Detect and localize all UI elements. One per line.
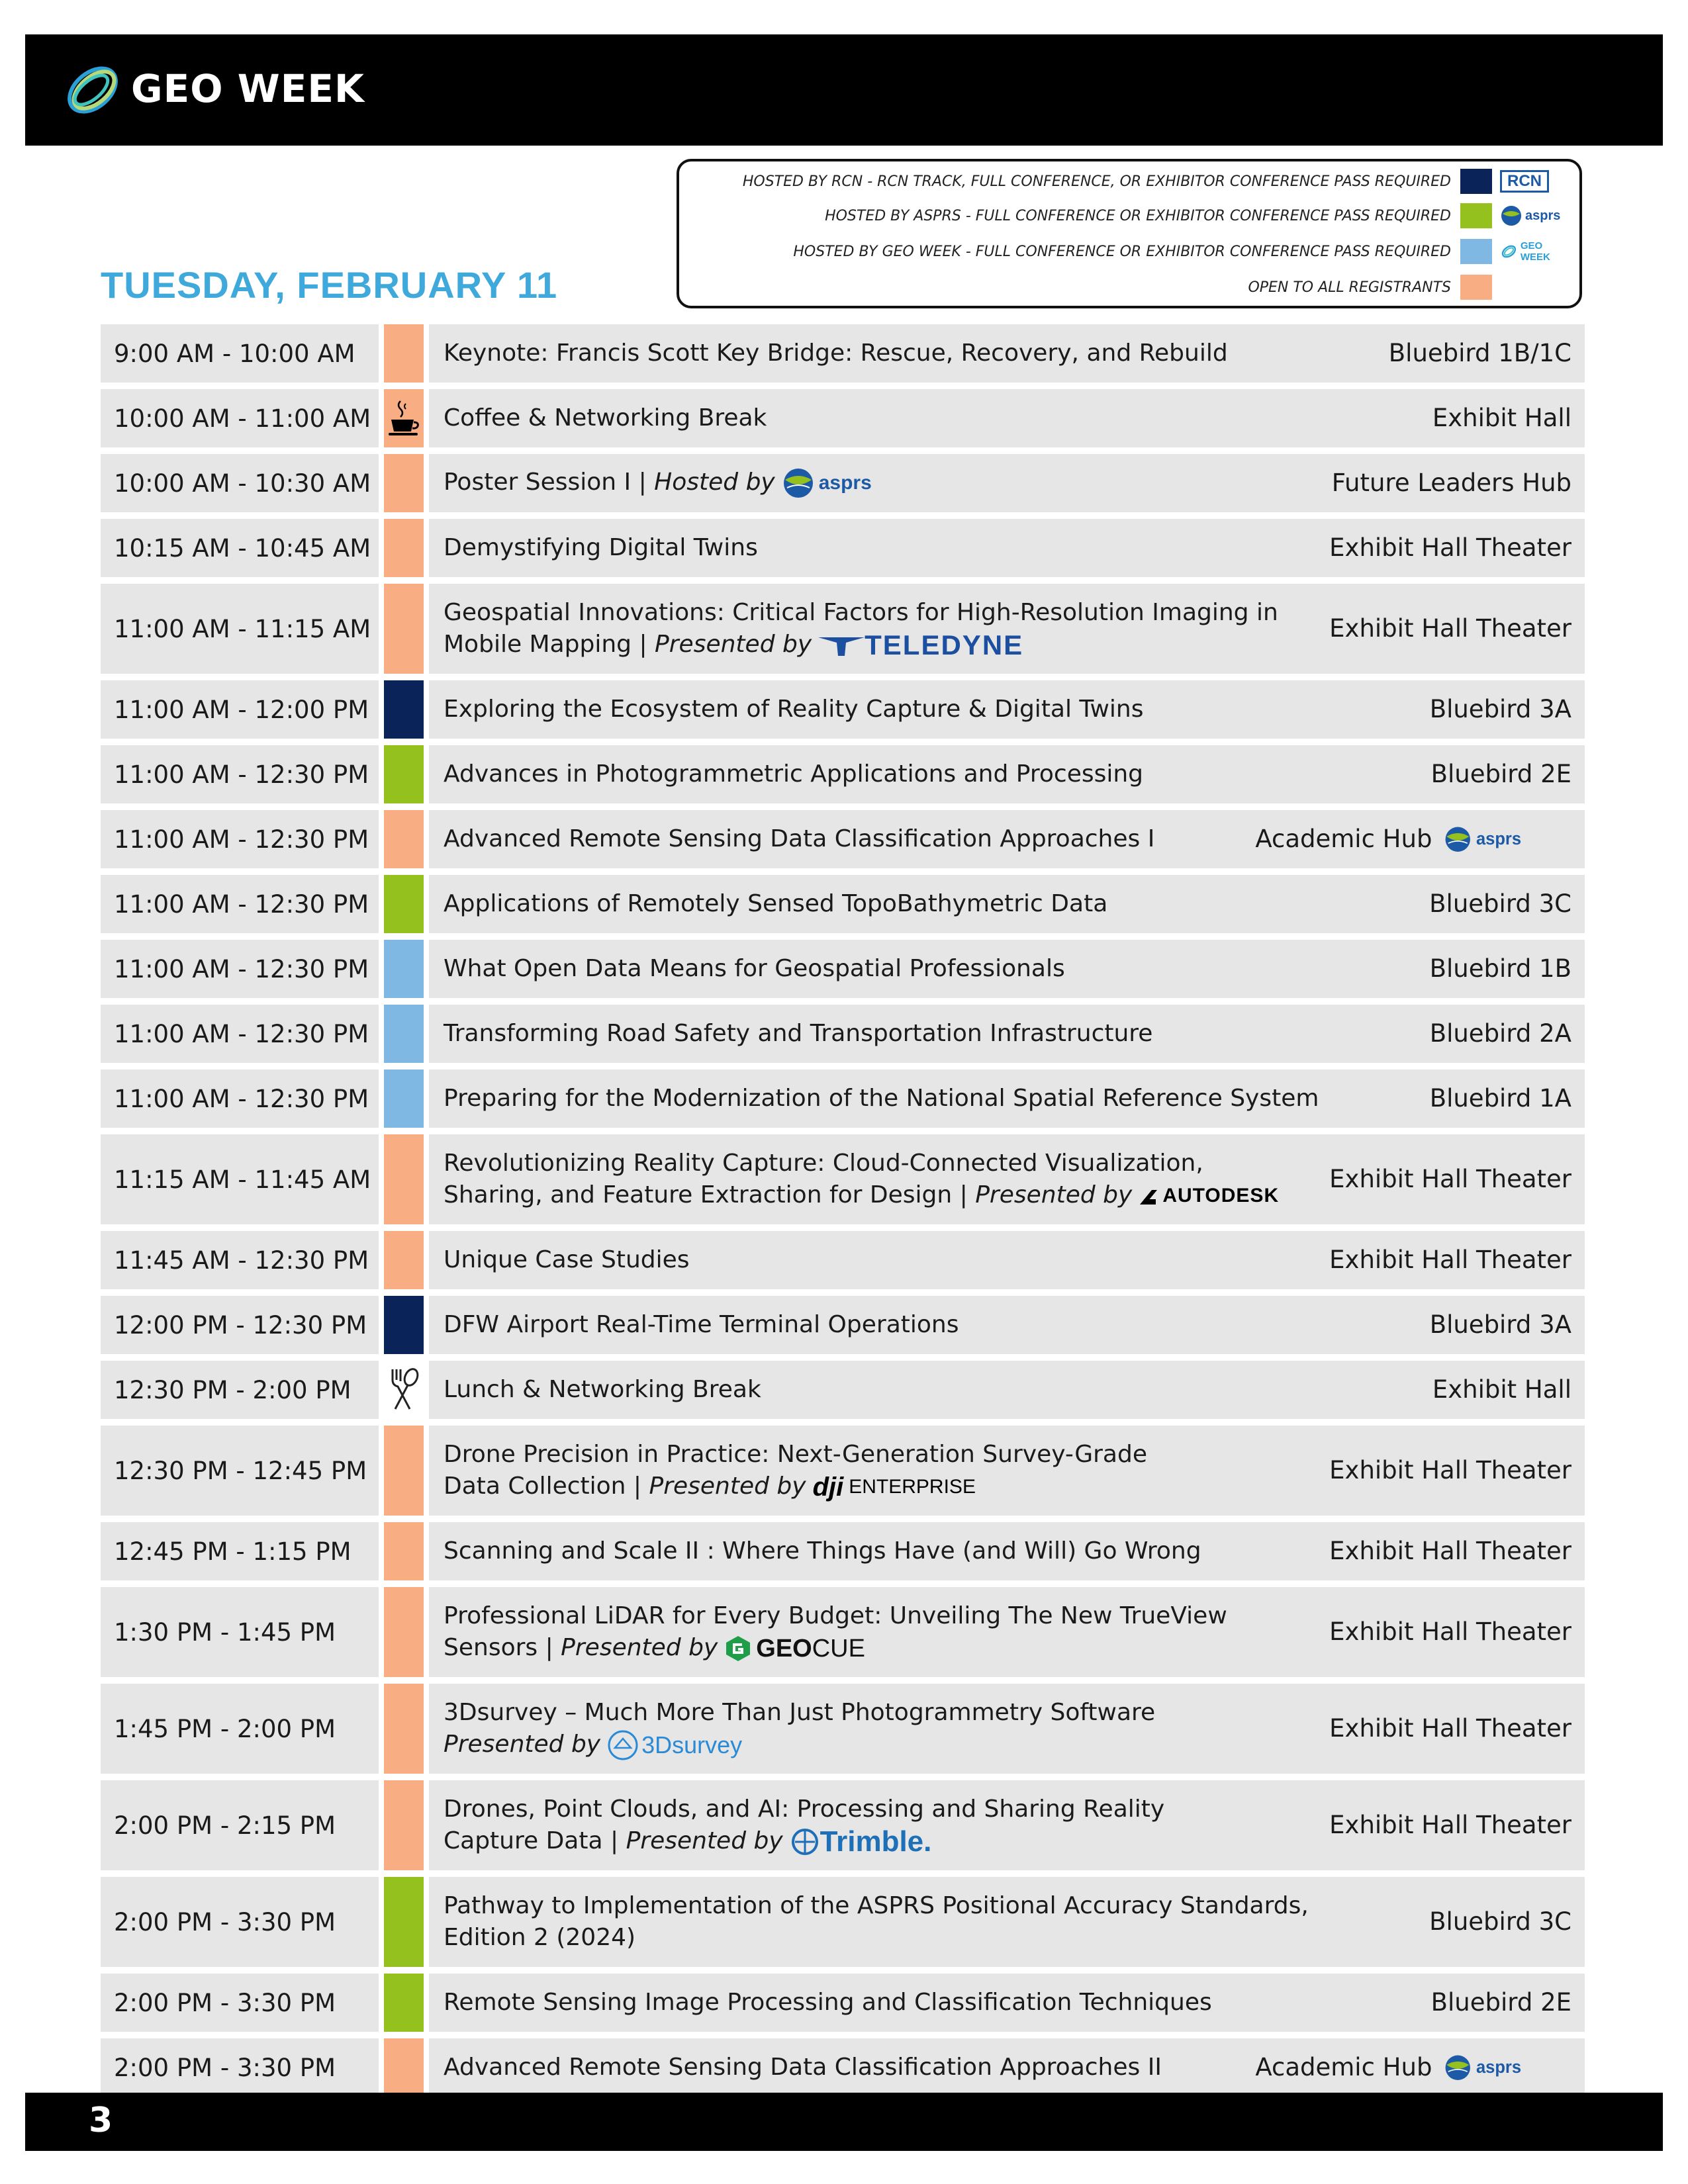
session-title-text: Poster Session I | xyxy=(444,469,655,496)
session-location xyxy=(1429,1906,1571,1938)
session-location xyxy=(1432,402,1571,434)
presented-by-label: Presented by xyxy=(655,630,812,658)
session-title xyxy=(444,1148,1329,1212)
presented-by-label: Presented by xyxy=(561,1633,718,1661)
track-color-swatch xyxy=(384,1296,424,1354)
session-title-line xyxy=(444,1794,1329,1825)
schedule-row xyxy=(101,1780,1585,1870)
schedule-row xyxy=(101,1587,1585,1677)
track-color-swatch xyxy=(384,680,424,739)
legend-label: HOSTED BY ASPRS - FULL CONFERENCE OR EXHIBITOR CONFERENCE PASS REQUIRED xyxy=(825,207,1451,224)
session-title-text: Exploring the Ecosystem of Reality Capture & Digital Twins xyxy=(444,696,1144,723)
session-title-text: Demystifying Digital Twins xyxy=(444,534,758,561)
globe-icon xyxy=(1500,205,1523,227)
asprs-logo-text: asprs xyxy=(1476,830,1521,848)
session-title xyxy=(444,1083,1430,1115)
schedule-row xyxy=(101,680,1585,739)
session-location xyxy=(1430,1309,1571,1341)
page-header xyxy=(25,34,1663,146)
fork-spoon-icon xyxy=(384,1361,424,1419)
track-color-swatch xyxy=(384,584,424,674)
asprs-logo xyxy=(782,467,922,500)
track-color-swatch xyxy=(384,1231,424,1289)
session-time: 1:45 PM - 2:00 PM xyxy=(101,1684,379,1774)
session-title-text: Revolutionizing Reality Capture: Cloud-Connected Visualization, xyxy=(444,1149,1203,1177)
session-details xyxy=(429,1780,1585,1870)
session-title-text: DFW Airport Real-Time Terminal Operations xyxy=(444,1311,959,1338)
geocue-hex-icon xyxy=(724,1635,752,1662)
session-title xyxy=(444,597,1329,661)
session-title-line xyxy=(444,338,1389,369)
schedule-row xyxy=(101,745,1585,803)
session-details xyxy=(429,2038,1585,2097)
session-time: 12:45 PM - 1:15 PM xyxy=(101,1522,379,1580)
track-color-swatch xyxy=(384,454,424,512)
session-location-text: Bluebird 3A xyxy=(1429,1310,1571,1339)
session-location-text: Exhibit Hall Theater xyxy=(1329,1617,1571,1646)
schedule-row xyxy=(101,1684,1585,1774)
session-title-text: Geospatial Innovations: Critical Factors for High-Resolution Imaging in xyxy=(444,598,1278,626)
session-title-line xyxy=(444,1987,1431,2019)
session-location xyxy=(1329,1713,1571,1745)
session-time: 1:30 PM - 1:45 PM xyxy=(101,1587,379,1677)
session-title-text: Scanning and Scale II : Where Things Have (and Will) Go Wrong xyxy=(444,1537,1201,1565)
session-details xyxy=(429,324,1585,383)
session-title-text: Coffee & Networking Break xyxy=(444,404,767,432)
session-location xyxy=(1432,1374,1571,1406)
session-time: 11:00 AM - 12:30 PM xyxy=(101,940,379,998)
track-color-swatch xyxy=(384,1005,424,1063)
session-location-text: Bluebird 3C xyxy=(1429,889,1571,918)
session-details xyxy=(429,680,1585,739)
session-title-line xyxy=(444,402,1432,434)
session-title-line xyxy=(444,1697,1329,1729)
session-title-line xyxy=(444,532,1329,564)
session-details xyxy=(429,1231,1585,1289)
brand-name: GEO WEEK xyxy=(131,66,365,111)
legend-logo-empty xyxy=(1500,275,1573,300)
asprs-logo xyxy=(1444,2052,1571,2083)
session-title xyxy=(444,1439,1329,1503)
session-location xyxy=(1430,694,1571,725)
session-time: 11:15 AM - 11:45 AM xyxy=(101,1134,379,1224)
session-title-line xyxy=(444,1244,1329,1276)
session-location xyxy=(1430,953,1571,985)
legend-swatch-navy xyxy=(1460,169,1492,194)
session-title-line xyxy=(444,467,1332,500)
session-location-text: Exhibit Hall Theater xyxy=(1329,533,1571,562)
session-time: 11:00 AM - 12:00 PM xyxy=(101,680,379,739)
teledyne-logo xyxy=(818,629,1023,661)
teledyne-wing-icon xyxy=(818,633,865,657)
enterprise-logo-text: ENTERPRISE xyxy=(849,1475,976,1498)
session-title-text: Preparing for the Modernization of the National Spatial Reference System xyxy=(444,1085,1319,1112)
session-title xyxy=(444,1600,1329,1664)
track-color-swatch xyxy=(384,810,424,868)
dji-enterprise-logo xyxy=(813,1471,976,1503)
session-location-text: Bluebird 2E xyxy=(1430,760,1571,788)
session-location-text: Exhibit Hall Theater xyxy=(1329,1165,1571,1193)
session-details xyxy=(429,1005,1585,1063)
session-time: 11:00 AM - 12:30 PM xyxy=(101,1005,379,1063)
session-title xyxy=(444,1018,1430,1050)
schedule-row xyxy=(101,1522,1585,1580)
track-color-swatch xyxy=(384,1134,424,1224)
legend-row-asprs xyxy=(723,203,1579,229)
schedule-row xyxy=(101,1426,1585,1516)
track-color-swatch xyxy=(384,1069,424,1128)
session-title-line xyxy=(444,2052,1255,2083)
session-location-text: Future Leaders Hub xyxy=(1331,469,1571,497)
session-title-text: Applications of Remotely Sensed TopoBathymetric Data xyxy=(444,890,1108,917)
session-title-text: Sharing, and Feature Extraction for Design | xyxy=(444,1181,976,1208)
session-time: 11:00 AM - 11:15 AM xyxy=(101,584,379,674)
session-location xyxy=(1329,1163,1571,1195)
track-color-swatch xyxy=(384,1587,424,1677)
track-color-swatch xyxy=(384,1877,424,1967)
track-color-swatch xyxy=(384,519,424,577)
globe-icon xyxy=(1444,825,1472,854)
session-title-text: 3Dsurvey – Much More Than Just Photogrammetry Software xyxy=(444,1698,1156,1726)
session-details xyxy=(429,1522,1585,1580)
session-title-line xyxy=(444,1374,1432,1406)
session-details xyxy=(429,1587,1585,1677)
asprs-logo-text: asprs xyxy=(818,472,872,494)
session-title-line xyxy=(444,629,1329,661)
rcn-logo-text: RCN xyxy=(1500,170,1549,193)
session-title xyxy=(444,1374,1432,1406)
trimble-logo xyxy=(790,1826,932,1858)
session-title-line xyxy=(444,758,1431,790)
session-location-text: Bluebird 1B xyxy=(1429,954,1571,983)
session-title-line xyxy=(444,1825,1329,1858)
session-title-text: Remote Sensing Image Processing and Classification Techniques xyxy=(444,1989,1212,2016)
session-location-text: Bluebird 1A xyxy=(1429,1084,1571,1113)
track-color-swatch xyxy=(384,324,424,383)
session-time: 11:00 AM - 12:30 PM xyxy=(101,745,379,803)
geo-week-small-icon xyxy=(1500,244,1518,259)
session-title-line xyxy=(444,823,1255,855)
session-location-text: Bluebird 2A xyxy=(1429,1019,1571,1048)
session-title-line xyxy=(444,1309,1430,1341)
session-time: 10:00 AM - 11:00 AM xyxy=(101,389,379,447)
session-title xyxy=(444,1309,1430,1341)
session-title-text: Sensors | xyxy=(444,1633,561,1661)
session-title-text: Unique Case Studies xyxy=(444,1246,690,1273)
session-time: 11:45 AM - 12:30 PM xyxy=(101,1231,379,1289)
presented-by-label: Presented by xyxy=(649,1472,806,1500)
session-title-line xyxy=(444,1922,1429,1954)
schedule-row xyxy=(101,1134,1585,1224)
asprs-logo-text: asprs xyxy=(1476,2058,1521,2077)
session-location xyxy=(1431,758,1571,790)
3dsurvey-logo xyxy=(607,1729,742,1761)
schedule-row xyxy=(101,1231,1585,1289)
presented-by-label: Hosted by xyxy=(654,469,775,496)
session-details xyxy=(429,389,1585,447)
session-location-text: Bluebird 2E xyxy=(1430,1988,1571,2017)
legend-label: OPEN TO ALL REGISTRANTS xyxy=(1248,279,1451,296)
autodesk-logo xyxy=(1139,1180,1279,1212)
session-location-text: Exhibit Hall xyxy=(1432,1375,1571,1404)
session-details xyxy=(429,1426,1585,1516)
session-time: 12:00 PM - 12:30 PM xyxy=(101,1296,379,1354)
session-time: 12:30 PM - 12:45 PM xyxy=(101,1426,379,1516)
session-details xyxy=(429,1069,1585,1128)
schedule-row xyxy=(101,1361,1585,1419)
session-time: 2:00 PM - 2:15 PM xyxy=(101,1780,379,1870)
legend-swatch-green xyxy=(1460,203,1492,228)
session-title-line xyxy=(444,1439,1329,1471)
session-details xyxy=(429,1134,1585,1224)
legend-swatch-orange xyxy=(1460,275,1492,300)
track-color-swatch xyxy=(384,1780,424,1870)
track-color-swatch xyxy=(384,2038,424,2097)
asprs-logo xyxy=(1444,823,1571,855)
session-title xyxy=(444,758,1431,790)
session-title xyxy=(444,1890,1429,1954)
schedule-row xyxy=(101,324,1585,383)
session-location xyxy=(1329,1535,1571,1567)
session-title-text: Transforming Road Safety and Transportation Infrastructure xyxy=(444,1020,1153,1047)
legend-swatch-blue xyxy=(1460,239,1492,264)
session-location xyxy=(1329,1809,1571,1841)
session-location-text: Bluebird 3A xyxy=(1429,695,1571,723)
session-title-text: Lunch & Networking Break xyxy=(444,1376,761,1403)
session-title-line xyxy=(444,953,1430,985)
schedule-row xyxy=(101,1877,1585,1967)
geocue-logo-text: GEOCUE xyxy=(756,1634,865,1662)
track-color-swatch xyxy=(384,1426,424,1516)
session-location xyxy=(1329,532,1571,564)
session-location xyxy=(1329,1455,1571,1486)
session-title-text: Professional LiDAR for Every Budget: Unveiling The New TrueView xyxy=(444,1602,1227,1629)
session-details xyxy=(429,1684,1585,1774)
coffee-cup-icon xyxy=(384,389,424,447)
session-title-text: Capture Data | xyxy=(444,1827,626,1854)
session-title-text: Advanced Remote Sensing Data Classification Approaches I xyxy=(444,825,1155,852)
session-location-text: Exhibit Hall Theater xyxy=(1329,1456,1571,1484)
schedule-row xyxy=(101,875,1585,933)
schedule-row xyxy=(101,940,1585,998)
geo-week-logo-icon xyxy=(60,60,126,120)
geo-week-small-text: GEO WEEK xyxy=(1520,240,1550,263)
session-title-line xyxy=(444,1083,1430,1115)
session-time: 2:00 PM - 3:30 PM xyxy=(101,1877,379,1967)
session-time: 11:00 AM - 12:30 PM xyxy=(101,875,379,933)
session-title xyxy=(444,823,1255,855)
session-title xyxy=(444,888,1429,920)
session-location xyxy=(1329,613,1571,645)
schedule-row xyxy=(101,1296,1585,1354)
session-time: 10:15 AM - 10:45 AM xyxy=(101,519,379,577)
autodesk-a-icon xyxy=(1139,1186,1158,1206)
legend-row-rcn xyxy=(723,168,1579,195)
schedule-row xyxy=(101,1005,1585,1063)
session-time: 11:00 AM - 12:30 PM xyxy=(101,1069,379,1128)
session-title-line xyxy=(444,1148,1329,1179)
session-location-text: Bluebird 3C xyxy=(1429,1907,1571,1936)
trimble-logo-text: Trimble. xyxy=(820,1825,932,1858)
presented-by-label: Presented by xyxy=(626,1827,783,1854)
track-color-swatch xyxy=(384,745,424,803)
globe-icon xyxy=(1444,2054,1472,2082)
legend-label: HOSTED BY RCN - RCN TRACK, FULL CONFERENCE, OR EXHIBITOR CONFERENCE PASS REQUIRED xyxy=(742,173,1451,190)
session-title-text: Mobile Mapping | xyxy=(444,630,655,658)
session-location xyxy=(1329,1244,1571,1276)
session-details xyxy=(429,940,1585,998)
session-time: 12:30 PM - 2:00 PM xyxy=(101,1361,379,1419)
session-title xyxy=(444,694,1430,725)
trimble-globe-icon xyxy=(790,1828,820,1856)
session-title xyxy=(444,1535,1329,1567)
schedule-row xyxy=(101,2038,1585,2097)
session-location xyxy=(1329,1616,1571,1648)
session-title-text: Drones, Point Clouds, and AI: Processing and Sharing Reality xyxy=(444,1795,1165,1823)
track-color-swatch xyxy=(384,1684,424,1774)
schedule-row xyxy=(101,584,1585,674)
presented-by-label: Presented by xyxy=(444,1730,601,1758)
session-time: 2:00 PM - 3:30 PM xyxy=(101,2038,379,2097)
schedule-row xyxy=(101,519,1585,577)
legend-row-open xyxy=(723,274,1579,300)
session-details xyxy=(429,875,1585,933)
session-location-text: Academic Hub xyxy=(1255,2053,1432,2081)
session-details xyxy=(429,745,1585,803)
session-details xyxy=(429,519,1585,577)
session-location xyxy=(1430,1083,1571,1115)
session-location-text: Exhibit Hall Theater xyxy=(1329,1246,1571,1274)
session-title-text: Advanced Remote Sensing Data Classification Approaches II xyxy=(444,2054,1162,2081)
session-title-text: Data Collection | xyxy=(444,1472,649,1500)
session-title xyxy=(444,338,1389,369)
session-details xyxy=(429,1296,1585,1354)
asprs-logo-text: asprs xyxy=(1525,208,1561,223)
legend xyxy=(677,159,1582,308)
session-location xyxy=(1255,823,1571,855)
geo-week-small-logo xyxy=(1500,239,1573,264)
session-title-text: What Open Data Means for Geospatial Professionals xyxy=(444,955,1065,982)
dji-logo-text: dji xyxy=(812,1472,844,1502)
rcn-logo xyxy=(1500,169,1573,194)
session-title xyxy=(444,2052,1255,2083)
teledyne-logo-text: TELEDYNE xyxy=(865,629,1024,660)
session-title xyxy=(444,1794,1329,1858)
session-details xyxy=(429,584,1585,674)
autodesk-logo-text: AUTODESK xyxy=(1162,1184,1280,1206)
session-title xyxy=(444,1244,1329,1276)
schedule-row xyxy=(101,389,1585,447)
schedule-row xyxy=(101,810,1585,868)
session-time: 10:00 AM - 10:30 AM xyxy=(101,454,379,512)
session-title-line xyxy=(444,597,1329,629)
session-location xyxy=(1389,338,1571,369)
session-time: 2:00 PM - 3:30 PM xyxy=(101,1974,379,2032)
session-location-text: Exhibit Hall Theater xyxy=(1329,1811,1571,1839)
session-details xyxy=(429,810,1585,868)
session-title xyxy=(444,402,1432,434)
3dsurvey-logo-text: 3Dsurvey xyxy=(641,1731,743,1758)
session-location xyxy=(1430,1018,1571,1050)
session-title-line xyxy=(444,1600,1329,1632)
session-title xyxy=(444,1987,1431,2019)
session-details xyxy=(429,1877,1585,1967)
session-details xyxy=(429,1361,1585,1419)
session-location-text: Exhibit Hall Theater xyxy=(1329,1714,1571,1743)
session-title-line xyxy=(444,1018,1430,1050)
session-title-line xyxy=(444,1535,1329,1567)
track-color-swatch xyxy=(384,1974,424,2032)
session-title-line xyxy=(444,888,1429,920)
session-details xyxy=(429,1974,1585,2032)
3dsurvey-circle-icon xyxy=(607,1729,639,1761)
globe-icon xyxy=(782,467,815,500)
session-title xyxy=(444,1697,1329,1761)
session-location xyxy=(1431,1987,1571,2019)
session-location-text: Exhibit Hall xyxy=(1432,404,1571,432)
session-location-text: Exhibit Hall Theater xyxy=(1329,614,1571,643)
schedule-row xyxy=(101,1974,1585,2032)
session-time: 9:00 AM - 10:00 AM xyxy=(101,324,379,383)
session-title-line xyxy=(444,1179,1329,1212)
session-location-text: Exhibit Hall Theater xyxy=(1329,1537,1571,1565)
session-title-text: Keynote: Francis Scott Key Bridge: Rescue, Recovery, and Rebuild xyxy=(444,340,1228,367)
session-location-text: Bluebird 1B/1C xyxy=(1388,339,1571,367)
session-title-text: Edition 2 (2024) xyxy=(444,1924,636,1951)
page-footer xyxy=(25,2093,1663,2151)
schedule-row xyxy=(101,1069,1585,1128)
session-title-line xyxy=(444,1729,1329,1761)
presented-by-label: Presented by xyxy=(975,1181,1133,1208)
session-title xyxy=(444,467,1332,500)
track-color-swatch xyxy=(384,875,424,933)
session-title xyxy=(444,532,1329,564)
schedule-row xyxy=(101,454,1585,512)
session-location xyxy=(1255,2052,1571,2083)
legend-label: HOSTED BY GEO WEEK - FULL CONFERENCE OR EXHIBITOR CONFERENCE PASS REQUIRED xyxy=(793,243,1451,260)
session-title-line xyxy=(444,1890,1429,1922)
session-title-text: Pathway to Implementation of the ASPRS Positional Accuracy Standards, xyxy=(444,1892,1309,1919)
session-time: 11:00 AM - 12:30 PM xyxy=(101,810,379,868)
session-title-line xyxy=(444,1471,1329,1503)
session-location-text: Academic Hub xyxy=(1255,825,1432,853)
asprs-logo xyxy=(1500,203,1573,228)
track-color-swatch xyxy=(384,940,424,998)
session-location xyxy=(1429,888,1571,920)
legend-row-geoweek xyxy=(723,238,1579,265)
session-title xyxy=(444,953,1430,985)
geocue-logo xyxy=(724,1633,865,1664)
track-color-swatch xyxy=(384,1522,424,1580)
session-title-line xyxy=(444,1632,1329,1664)
schedule-table xyxy=(101,324,1585,2103)
session-title-text: Drone Precision in Practice: Next-Generation Survey-Grade xyxy=(444,1440,1147,1468)
page-number: 3 xyxy=(89,2101,113,2140)
session-location xyxy=(1332,467,1571,499)
session-title-text: Advances in Photogrammetric Applications and Processing xyxy=(444,760,1144,788)
day-title: TUESDAY, FEBRUARY 11 xyxy=(101,264,558,306)
session-title-line xyxy=(444,694,1430,725)
session-details xyxy=(429,454,1585,512)
